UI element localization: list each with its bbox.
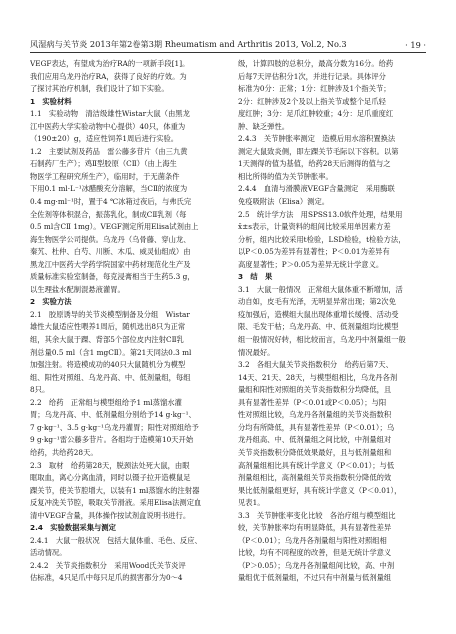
text-line: 8只。 <box>30 385 50 395</box>
text-line: 情况最好。 <box>238 347 275 357</box>
text-line: 量组和阳性对照组的关节炎指数积分均降低，且 <box>238 385 392 395</box>
text-line: 1天测得的值为基值，给药28天后测得的值与之 <box>238 159 391 169</box>
section-heading: 1 实验材料 <box>30 96 72 106</box>
text-line: 动自如，皮毛有光泽，无明显异常出现；第2次免 <box>238 297 396 307</box>
text-line: 雄性大鼠适应性喂养1周后，随机选出8只为正常 <box>30 322 186 332</box>
text-line: VEGF表达，有望成为治疗RA的一项新手段[1]。 <box>30 59 190 68</box>
text-line: 3.1 大鼠一般情况 正常组大鼠体重不断增加，活 <box>238 284 403 294</box>
text-line: 高剂量组相比具有统计学意义（P＜0.01）；与低 <box>238 460 395 470</box>
text-line: 分均有所降低，具有显著性差异（P＜0.01）；乌 <box>238 422 395 432</box>
text-line: 江中医药大学实验动物中心提供）40只，体重为 <box>30 121 186 131</box>
text-line: 胃；乌龙丹高、中、低剂量组分别给予14 g·kg⁻¹、 <box>30 410 196 420</box>
text-line: 组一般情况好转，相比较而言，乌龙丹中剂量组一般 <box>238 335 406 345</box>
text-line: 相比所得的值为关节肿胀率。 <box>238 171 333 181</box>
text-line: 黑龙江中医药大学药学院国家中药材现范化生产及 <box>30 259 191 269</box>
text-line: 石制药厂生产）；鸡Ⅱ型胶原（CⅡ）（由上海生 <box>30 159 177 169</box>
text-line: 1.2 主要试剂及药品 雷公藤多苷片（由三九黄 <box>30 146 188 156</box>
text-line: 免疫吸附法（Elisa）测定。 <box>238 197 330 207</box>
text-line: 反复冲洗关节腔，吸取关节滑液。采用Elisa法测定血 <box>30 498 202 508</box>
text-line: 物医学工程研究所生产），临用时，于无菌条件 <box>30 171 180 181</box>
text-line: 分析，组内比较采用t检验，LSD检验，t检验方法， <box>238 234 406 244</box>
text-line: 后每7天评估积分1次，并进行记录。具体评分 <box>238 71 386 81</box>
text-line: 0.4 mg·ml⁻¹时，置于4 ℃冰箱过夜后，与弗氏完 <box>30 197 192 207</box>
text-line: 1.1 实验动物 清洁级雄性Wistar大鼠（由黑龙 <box>30 109 190 119</box>
text-line: 下用0.1 ml·L⁻¹冰醋酸充分溶解，当CⅡ的浓度为 <box>30 184 188 194</box>
text-line: 剂量组相比，高剂量组关节炎指数积分降低的效 <box>238 473 392 483</box>
section-heading: 2.4 实验数据采集与测定 <box>30 523 116 533</box>
section-heading: 3 结 果 <box>238 272 273 282</box>
text-line: 标准为0分：正常；1分：红肿涉及1个指关节； <box>238 84 391 94</box>
text-line: 加强注射。将造模成功的40只大鼠随机分为模型 <box>30 360 186 370</box>
text-line: 14天、21天、28天，与模型组相比，乌龙丹各剂 <box>238 372 398 382</box>
text-line: 级，计算四肢的总积分，最高分数为16分。给药 <box>238 59 394 68</box>
text-line: （P＜0.01）；乌龙丹各剂量组与阳性对照组相 <box>238 535 387 545</box>
text-line: 我们应用乌龙丹治疗RA，获得了良好的疗效。为 <box>30 71 187 81</box>
text-line: 量组优于低剂量组，不过只有中剂量与低剂量组 <box>238 573 392 583</box>
text-line: 以生理盐水配制混悬液灌胃。 <box>30 284 125 294</box>
text-line: 海生物医学公司提供。乌龙丹（乌骨藤、穿山龙、 <box>30 234 191 244</box>
text-line: 2分：红肿涉及2个及以上指关节或整个足爪轻 <box>238 96 386 106</box>
text-line: 2.4.1 大鼠一般状况 包括大鼠体重、毛色、反应、 <box>30 535 202 545</box>
text-line: 度红肿；3分：足爪红肿较重；4分：足爪重度红 <box>238 109 394 119</box>
text-line: （190±20）g，适应性饲养1周后进行实验。 <box>30 134 179 144</box>
text-line: 给药，共给药28天。 <box>30 447 98 457</box>
text-line: 具有显著性差异（P＜0.01或P＜0.05）；与阳 <box>238 397 387 407</box>
text-line: 龙丹组高、中、低剂量组之间比较，中剂量组对 <box>238 435 392 445</box>
text-line: 2.4.3 关节肿胀率测定 造模后用水溶积置换法 <box>238 134 396 144</box>
right-text-column <box>238 58 426 585</box>
journal-citation: 风湿病与关节炎 2013年第2卷第3期 Rheumatism and Arthritis 2013, Vol.2, No.3 <box>30 39 347 49</box>
text-line: 以P＜0.05为差异有显著性；P＜0.01为差异有 <box>238 247 390 257</box>
header-rule <box>30 52 426 53</box>
page-number: · 19 · <box>405 40 426 50</box>
text-line: 2.1 胶原诱导的关节炎模型制备及分组 Wistar <box>30 309 190 319</box>
text-line: 见表1。 <box>238 498 265 508</box>
text-line: 剂总量0.5 ml（含1 mgCⅡ）。第21天同法0.3 ml <box>30 347 192 357</box>
text-line: 测定大鼠致炎侧，即左踝关节毛际以下容积。以第 <box>238 146 399 156</box>
text-line: 肿、缺乏弹性。 <box>238 121 290 131</box>
text-line: 组、阳性对照组、乌龙丹高、中、低剂量组，每组 <box>30 372 191 382</box>
running-header <box>30 36 426 50</box>
text-line: 了探讨其治疗机制，我们设计了如下实验。 <box>30 84 169 94</box>
left-text-column <box>30 58 218 585</box>
text-line: 较，关节肿胀率均有明显降低，具有显著性差异 <box>238 523 392 533</box>
text-line: 秦艽、杜仲、白芍、川断、木瓜、威灵仙组成）由 <box>30 247 191 257</box>
section-heading: 2 实验方法 <box>30 297 72 307</box>
text-line: 2.4.2 关节炎指数积分 采用Wood氏关节炎评 <box>30 560 186 570</box>
text-line: 踝关节，使关节腔增大，以装有1 ml蒸馏水的注射器 <box>30 485 200 495</box>
text-line: 关节炎指数积分降低效果最好，且与低剂量组和 <box>238 447 392 457</box>
text-line: 3.3 关节肿胀率变化比较 各治疗组与模型组比 <box>238 510 396 520</box>
text-line: 果比低剂量组更好，具有统计学意义（P＜0.01）， <box>238 485 402 495</box>
text-line: 2.4.4 血清与滑膜液VEGF含量测定 采用酶联 <box>238 184 395 194</box>
text-line: 2.5 统计学方法 用SPSS13.0软件处理，结果用 <box>238 209 403 219</box>
text-line: 3.2 各组大鼠关节炎指数积分 给药后第7天、 <box>238 360 393 370</box>
text-line: 组，其余大鼠于踝、背部5个部位皮内注射CⅡ乳 <box>30 335 184 345</box>
text-line: 比较，均有不同程度的改善，但是无统计学意义 <box>238 548 392 558</box>
text-line: 眶取血，离心分离血清，同时以镊子拉开造模鼠足 <box>30 473 191 483</box>
text-line: 活动情况。 <box>30 548 67 558</box>
text-line: 清中VEGF含量，具体操作按试剂盒说明书进行。 <box>30 510 191 520</box>
text-line: 2.3 取材 给药第28天，脱颈法处死大鼠，由眼 <box>30 460 190 470</box>
text-line: （P＞0.05）；乌龙丹各剂量组间比较，高、中剂 <box>238 560 395 570</box>
text-line: 高度显著性；P＞0.05为差异无统计学意义。 <box>238 259 384 269</box>
text-line: 7 g·kg⁻¹、3.5 g·kg⁻¹乌龙丹灌胃；阳性对照组给予 <box>30 422 199 432</box>
text-line: 全佐剂等体积混合，振荡乳化，制成CⅡ乳剂（每 <box>30 209 187 219</box>
text-line: 0.5 ml含CⅡ 1mg）。VEGF测定所用Elisa试剂由上 <box>30 222 199 232</box>
text-line: 限、毛发干枯；乌龙丹高、中、低剂量组均比模型 <box>238 322 399 332</box>
text-line: 2.2 给药 正常组与模型组给予1 ml蒸馏水灌 <box>30 397 182 407</box>
text-line: 疫加强后，造模组大鼠出现体重增长缓慢、活动受 <box>238 309 399 319</box>
text-line: x̄±s表示，计量资料的组间比较采用单因素方差 <box>238 222 391 232</box>
text-line: 质量标准实验室制备，每克浸膏相当于生药5.3 g， <box>30 272 195 282</box>
text-line: 性对照组比较，乌龙丹各剂量组的关节炎指数积 <box>238 410 392 420</box>
text-line: 9 g·kg⁻¹雷公藤多苷片。各组均于造模第10天开始 <box>30 435 194 445</box>
text-line: 估标准，4只足爪中每只足爪的损害都分为0～4 <box>30 573 183 583</box>
